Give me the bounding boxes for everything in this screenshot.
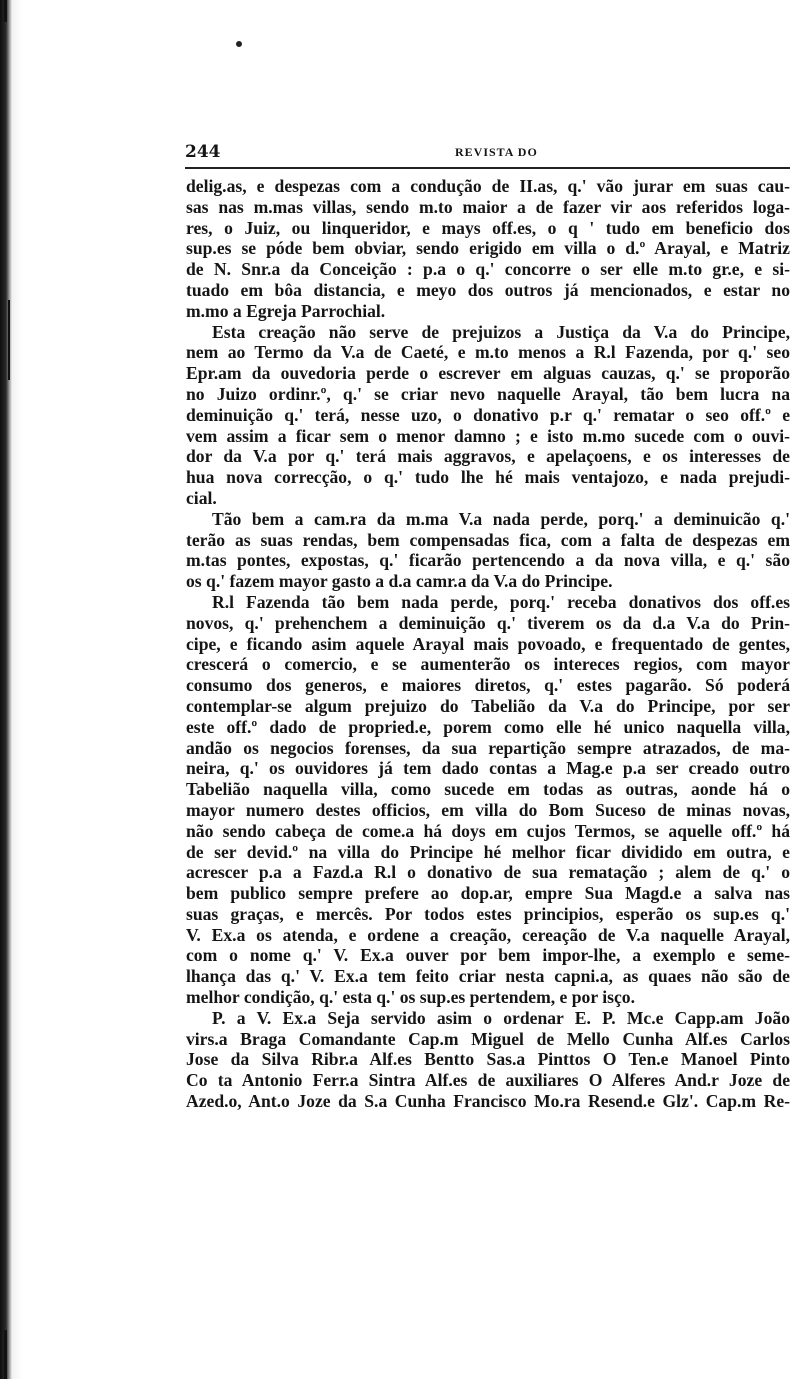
text-line: mayor numero destes officios, em villa do Bom Suceso de minas novas, xyxy=(186,799,790,820)
text-line: cial. xyxy=(186,487,217,508)
text-line: virs.a Braga Comandante Cap.m Miguel de Mello Cunha Alf.es Carlos xyxy=(186,1028,790,1049)
text-line: terão as suas rendas, bem compensadas fica, com a falta de despezas em xyxy=(186,529,790,550)
body-text xyxy=(186,176,790,1112)
text-line: melhor condição, q.' esta q.' os sup.es pertendem, e por isço. xyxy=(186,987,635,1008)
page-header xyxy=(185,142,790,164)
text-line: Azed.o, Ant.o Joze da S.a Cunha Francisco Mo.ra Resend.e Glz'. Cap.m Re- xyxy=(186,1091,790,1112)
text-line: neira, q.' os ouvidores já tem dado contas a Mag.e p.a ser creado outro xyxy=(186,758,790,779)
book-binding-edge xyxy=(0,0,22,1379)
binding-thread xyxy=(4,1330,7,1379)
text-line: crescerá o comercio, e se aumenterão os intereces regios, com mayor xyxy=(186,654,790,675)
binding-thread xyxy=(8,300,10,380)
text-line: de N. Snr.a da Conceição : p.a o q.' concorre o ser elle m.to gr.e, e si- xyxy=(186,259,790,280)
text-line: com o nome q.' V. Ex.a ouver por bem impor-lhe, a exemplo e seme- xyxy=(186,945,790,966)
text-line: novos, q.' prehenchem a deminuição q.' tiverem os da d.a V.a do Prin- xyxy=(186,612,790,633)
text-line: hua nova correcção, o q.' tudo lhe hé mais ventajozo, e nada prejudi- xyxy=(186,467,790,488)
text-line: sas nas m.mas villas, sendo m.to maior a de fazer vir aos referidos loga- xyxy=(186,196,790,217)
text-line: tuado em bôa distancia, e meyo dos outros já mencionados, e estar no xyxy=(186,279,790,300)
text-line: acrescer p.a a Fazd.a R.l o donativo de sua rematação ; alem de q.' o xyxy=(186,862,790,883)
text-line: os q.' fazem mayor gasto a d.a camr.a da V.a do Principe. xyxy=(186,571,613,592)
text-line: andão os negocios forenses, da sua repartição sempre atrazados, de ma- xyxy=(186,737,790,758)
text-line: Esta creação não serve de prejuizos a Justiça da V.a do Principe, xyxy=(212,321,790,342)
text-line: sup.es se póde bem obviar, sendo erigido em villa o d.º Arayal, e Matriz xyxy=(186,238,790,259)
text-line: não sendo cabeça de come.a há doys em cujos Termos, se aquelle off.º há xyxy=(186,820,790,841)
page-number: 244 xyxy=(185,142,221,162)
text-line: dor da V.a por q.' terá mais aggravos, e apelaçoens, e os interesses de xyxy=(186,446,790,467)
text-line: delig.as, e despezas com a condução de II.as, q.' vão jurar em suas cau- xyxy=(186,176,790,196)
text-line: suas graças, e mercês. Por todos estes principios, esperão os sup.es q.' xyxy=(186,903,790,924)
text-line: Tão bem a cam.ra da m.ma V.a nada perde, porq.' a deminuicão q.' xyxy=(212,508,790,529)
text-line: Co ta Antonio Ferr.a Sintra Alf.es de auxiliares O Alferes And.r Joze de xyxy=(186,1070,790,1091)
text-line: Jose da Silva Ribr.a Alf.es Bentto Sas.a Pinttos O Ten.e Manoel Pinto xyxy=(186,1049,790,1070)
running-head: REVISTA DO xyxy=(455,145,538,159)
text-line: cipe, e ficando asim aquele Arayal mais povoado, e frequentado de gentes, xyxy=(186,633,790,654)
text-line: res, o Juiz, ou linqueridor, e mays off.es, o q ' tudo em beneficio dos xyxy=(186,217,790,238)
text-line: de ser devid.º na villa do Principe hé melhor ficar dividido em outra, e xyxy=(186,841,790,862)
text-line: deminuição q.' terá, nesse uzo, o donativo p.r q.' rematar o seo off.º e xyxy=(186,404,790,425)
text-line: m.tas pontes, expostas, q.' ficarão pertencendo a da nova villa, e q.' são xyxy=(186,550,790,571)
text-line: V. Ex.a os atenda, e ordene a creação, cereação de V.a naquelle Arayal, xyxy=(186,924,790,945)
header-rule xyxy=(185,167,790,169)
text-line: consumo dos generos, e maiores diretos, q.' estes pagarão. Só poderá xyxy=(186,675,790,696)
text-line: no Juizo ordinr.º, q.' se criar nevo naquelle Arayal, tão bem lucra na xyxy=(186,383,790,404)
text-line: P. a V. Ex.a Seja servido asim o ordenar E. P. Mc.e Capp.am João xyxy=(212,1007,790,1028)
text-line: Epr.am da ouvedoria perde o escrever em alguas cauzas, q.' se proporão xyxy=(186,363,790,384)
ink-speck xyxy=(236,41,242,47)
text-line: este off.º dado de propried.e, porem como elle hé unico naquella villa, xyxy=(186,716,790,737)
binding-thread xyxy=(4,0,7,22)
text-line: contemplar-se algum prejuizo do Tabelião da V.a do Principe, por ser xyxy=(186,695,790,716)
text-line: m.mo a Egreja Parrochial. xyxy=(186,300,386,321)
text-line: bem publico sempre prefere ao dop.ar, empre Sua Magd.e a salva nas xyxy=(186,883,790,904)
text-line: Tabelião naquella villa, como sucede em todas as outras, aonde há o xyxy=(186,779,790,800)
text-line: lhança das q.' V. Ex.a tem feito criar nesta capni.a, as quaes não são de xyxy=(186,966,790,987)
text-line: vem assim a ficar sem o menor damno ; e isto m.mo sucede com o ouvi- xyxy=(186,425,790,446)
text-line: nem ao Termo da V.a de Caeté, e m.to menos a R.l Fazenda, por q.' seo xyxy=(186,342,790,363)
text-line: R.l Fazenda tão bem nada perde, porq.' receba donativos dos off.es xyxy=(212,591,790,612)
